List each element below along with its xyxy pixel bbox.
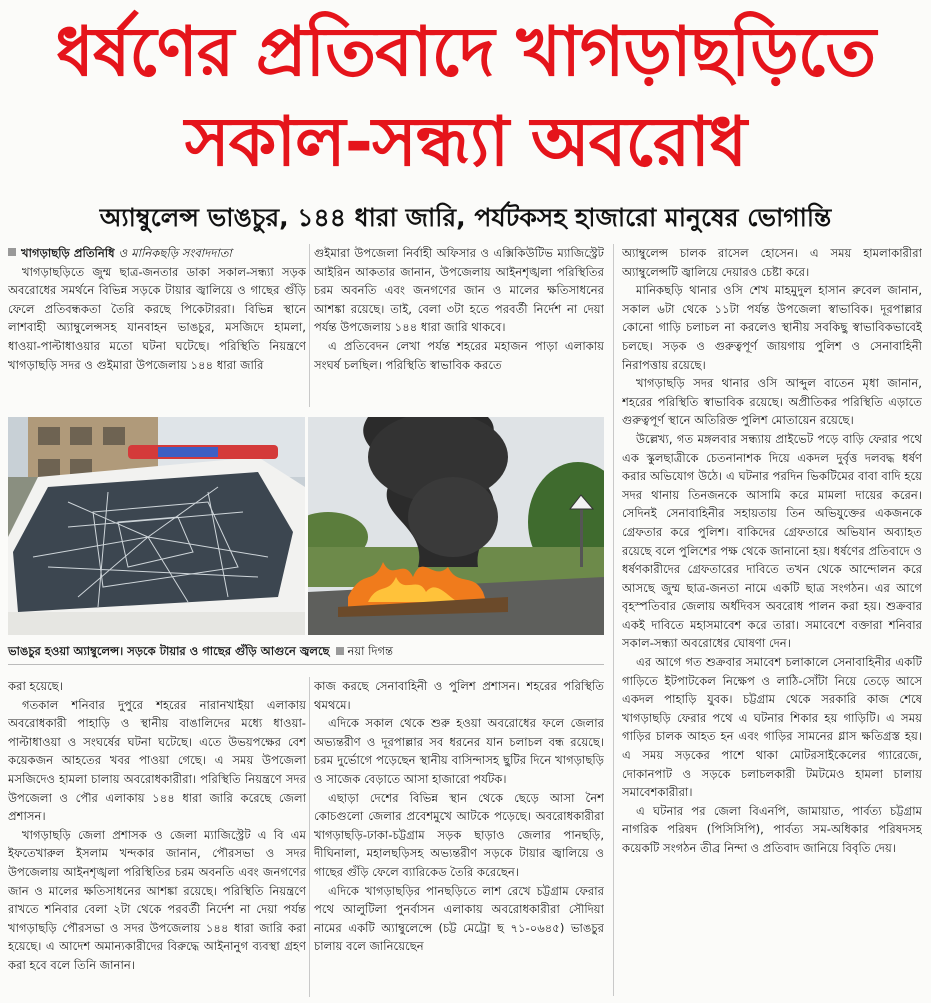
paragraph: এ প্রতিবেদন লেখা পর্যন্ত শহরের মহাজন পাড়া এলাকায় সংঘর্ষ চলছিল। পরিস্থিতি স্বাভাবিক করতে: [314, 338, 604, 372]
headline-line-1: ধর্ষণের প্রতিবাদে খাগড়াছড়িতে: [55, 13, 876, 92]
byline-main: খাগড়াছড়ি প্রতিনিধি: [21, 246, 115, 260]
paragraph: কাজ করছে সেনাবাহিনী ও পুলিশ প্রশাসন। শহরের পরিস্থিতি থমথমে।: [314, 679, 604, 712]
byline-connector: ও: [118, 246, 128, 260]
paragraph: খাগড়াছড়ি জেলা প্রশাসক ও জেলা ম্যাজিস্ট্রেট এ বি এম ইফতেখারুল ইসলাম খন্দকার জানান, পৌরসভা ও সদর উপজেলায় আইনশৃঙ্খলা পরিস্থিতির চরম অবনতি এবং জনগণের জান ও মালের ক্ষতিসাধনের আশঙ্কা রয়েছে। পরিস্থিতি নিয়ন্ত্রণে রাখতে শনিবার বেলা ২টা থেকে পরবর্তী নির্দেশ না দেয়া পর্যন্ত খাগড়াছড়ি পৌরসভা ও সদর উপজেলায় ১৪৪ ধারা জারি করা হয়েছে। এ আদেশ অমান্যকারীদের বিরুদ্ধে আইনানুগ ব্যবস্থা গ্রহণ করা হবে বলে তিনি জানান।: [8, 827, 306, 972]
photo-damaged-ambulance: [8, 417, 305, 635]
paragraph: উল্লেখ্য, গত মঙ্গলবার সন্ধ্যায় প্রাইভেট পড়ে বাড়ি ফেরার পথে এক স্কুলছাত্রীকে চেতনানাশক দিয়ে একদল দুর্বৃত্ত দলবদ্ধ ধর্ষণ করার অভিযোগ উঠে। এ ঘটনার পরদিন ভিকটিমের বাবা বাদি হয়ে সদর থানায় তিনজনকে আসামি করে মামলা দায়ের করেন। সেদিনই সেনাবাহিনীর সহায়তায় তিন অভিযুক্তের একজনকে গ্রেফতার করে পুলিশ। বাকিদের গ্রেফতারে অভিযান অব্যাহত রয়েছে বলে পুলিশের পক্ষ থেকে জানানো হয়। ধর্ষণের প্রতিবাদে ও ধর্ষণকারীদের গ্রেফতারের দাবিতে তখন থেকে আন্দোলন করে আসছে জুম্ম ছাত্র-জনতা নামে একটি ছাত্র সংগঠন। এর আগে বৃহস্পতিবার জেলায় অর্ধদিবস অবরোধ পালন করা হয়। শুক্রবার একই দাবিতে মহাসমাবেশ করে তারা। সমাবেশে বক্তারা শনিবার সকাল-সন্ধ্যা অবরোধের ঘোষণা দেন।: [622, 431, 922, 651]
paragraph: এদিকে খাগড়াছড়ির পানছড়িতে লাশ রেখে চট্টগ্রাম ফেরার পথে আলুটিলা পুনর্বাসন এলাকায় অবরোধকারীরা সৌদিয়া নামের একটি অ্যাম্বুলেন্সে (চট্ট মেট্রো ছ ৭১-০৬৪৫) ভাঙচুর চালায় বলে জানিয়েছেন: [314, 883, 604, 954]
square-bullet-icon: [8, 248, 16, 256]
paragraph: গুইমারা উপজেলা নির্বাহী অফিসার ও এক্সিকিউটিভ ম্যাজিস্ট্রেট আইরিন আকতার জানান, উপজেলায় আইনশৃঙ্খলা পরিস্থিতির চরম অবনতি এবং জনগণের জান ও মালের ক্ষতিসাধনের আশঙ্কা রয়েছে। তাই, বেলা ৩টা হতে পরবর্তী নির্দেশ না দেয়া পর্যন্ত উপজেলায় ১৪৪ ধারা জারি থাকবে।: [314, 246, 604, 335]
paragraph: খাগড়াছড়িতে জুম্ম ছাত্র-জনতার ডাকা সকাল-সন্ধ্যা সড়ক অবরোধের সমর্থনে বিভিন্ন সড়কে টায়ার জ্বালিয়ে ও গাছের গুঁড়ি ফেলে প্রতিবন্ধকতা তৈরি করছে পিকেটাররা। বিভিন্ন স্থানে লাশবাহী অ্যাম্বুলেন্সসহ যানবাহন ভাঙচুর, মসজিদে হামলা, ধাওয়া-পাল্টাধাওয়ার মতো ঘটনা ঘটেছে। পরিস্থিতি নিয়ন্ত্রণে খাগড়াছড়ি সদর ও গুইমারা উপজেলায় ১৪৪ ধারা জারি: [8, 264, 306, 372]
headline: [0, 8, 931, 188]
paragraph: এছাড়া দেশের বিভিন্ন স্থান থেকে ছেড়ে আসা নৈশ কোচগুলো জেলার প্রবেশমুখে আটকে পড়েছে। অবরোধকারীরা খাগড়াছড়ি-ঢাকা-চট্টগ্রাম সড়ক ছাড়াও জেলার পানছড়ি, দীঘিনালা, মহালছড়িসহ অভ্যন্তরীণ সড়কে টায়ার জ্বালিয়ে ও গাছের গুঁড়ি ফেলে ব্যারিকেড তৈরি করেছেন।: [314, 790, 604, 879]
article-column-1-bottom: [8, 677, 306, 997]
paragraph: অ্যাম্বুলেন্স চালক রাসেল হোসেন। এ সময় হামলাকারীরা অ্যাম্বুলেন্সটি জ্বালিয়ে দেয়ারও চেষ্টা করে।: [622, 246, 922, 279]
photo-burning-blockade: [308, 417, 604, 635]
caption-divider: [8, 664, 604, 665]
article-column-3: [622, 244, 922, 996]
paragraph: এর আগে গত শুক্রবার সমাবেশ চলাকালে সেনাবাহিনীর একটি গাড়িতে ইটপাটকেল নিক্ষেপ ও লাঠি-সোঁটা নিয়ে তেড়ে আসে একদল পাহাড়ি যুবক। চট্টগ্রাম থেকে সরকারি কাজ শেষে খাগড়াছড়ি ফেরার পথে এ ঘটনার শিকার হয় গাড়িটি। এ সময় গাড়ির চালক আহত হন এবং গাড়ির সামনের গ্লাস ক্ষতিগ্রস্ত হয়। এ সময় সড়কের পাশে থাকা মোটরসাইকেলের গ্যারেজে, দোকানপাট ও সড়কে চলাচলকারী টমটমেও হামলা চালায় সমাবেশকারীরা।: [622, 655, 922, 800]
paragraph: মানিকছড়ি থানার ওসি শেখ মাহমুদুল হাসান রুবেল জানান, সকাল ৬টা থেকে ১১টা পর্যন্ত উপজেলা স্বাভাবিক। দূরপাল্লার কোনো গাড়ি চলাচল না করলেও স্থানীয় সবকিছু স্বাভাবিকভাবেই চলছে। সড়ক ও গুরুত্বপূর্ণ জায়গায় পুলিশ ও সেনাবাহিনী নিরাপত্তায় রয়েছে।: [622, 283, 922, 372]
column-divider: [309, 677, 310, 997]
paragraph: গতকাল শনিবার দুপুরে শহরের নারানখাইয়া এলাকায় অবরোধকারী পাহাড়ি ও স্থানীয় বাঙালিদের মধ্যে ধাওয়া-পাল্টাধাওয়া ও সংঘর্ষের ঘটনা ঘটেছে। এতে উভয়পক্ষের বেশ কয়েকজন আহতের খবর পাওয়া গেছে। এ সময় উপজেলা মসজিদেও হামলা চালায় অবরোধকারীরা। পরিস্থিতি নিয়ন্ত্রণে সদর উপজেলা ও পৌর এলাকায় ১৪৪ ধারা জারি করেছে জেলা প্রশাসন।: [8, 697, 306, 824]
column-divider: [613, 244, 614, 996]
square-bullet-icon: [336, 647, 344, 655]
byline: [8, 244, 306, 263]
caption-text: ভাঙচুর হওয়া অ্যাম্বুলেন্স। সড়কে টায়ার ও গাছের গুঁড়ি আগুনে জ্বলছে: [8, 644, 330, 658]
paragraph: এ ঘটনার পর জেলা বিএনপি, জামায়াত, পার্বত্য চট্টগ্রাম নাগরিক পরিষদ (পিসিসিপি), পার্বত্য সম-অধিকার পরিষদসহ কয়েকটি সংগঠন তীব্র নিন্দা ও প্রতিবাদ জানিয়ে বিবৃতি দেয়।: [622, 803, 922, 855]
headline-line-2: সকাল-সন্ধ্যা অবরোধ: [184, 103, 747, 182]
article-column-2-top: [314, 244, 604, 407]
subheadline: অ্যাম্বুলেন্স ভাঙচুর, ১৪৪ ধারা জারি, পর্যটকসহ হাজারো মানুষের ভোগান্তি: [99, 203, 832, 232]
paragraph: এদিকে সকাল থেকে শুরু হওয়া অবরোধের ফলে জেলার অভ্যন্তরীণ ও দূরপাল্লার সব ধরনের যান চলাচল বন্ধ রয়েছে। চরম দুর্ভোগে পড়েছেন স্থানীয় বাসিন্দাসহ ছুটির দিনে খাগড়াছড়ি ও সাজেক বেড়াতে আসা হাজারো পর্যটক।: [314, 716, 604, 786]
article-column-1-top: [8, 244, 306, 407]
paragraph: খাগড়াছড়ি সদর থানার ওসি আব্দুল বাতেন মৃধা জানান, শহরের পরিস্থিতি স্বাভাবিক রয়েছে। অপ্রীতিকর পরিস্থিতি এড়াতে গুরুত্বপূর্ণ স্থানে অতিরিক্ত পুলিশ মোতায়েন রয়েছে।: [622, 376, 922, 428]
article-column-2-bottom: [314, 677, 604, 997]
photo-credit: নয়া দিগন্ত: [347, 644, 393, 658]
paragraph: করা হয়েছে।: [8, 679, 63, 693]
photo-caption: [8, 641, 604, 661]
byline-second: মানিকছড়ি সংবাদদাতা: [131, 246, 232, 260]
column-divider: [309, 244, 310, 407]
